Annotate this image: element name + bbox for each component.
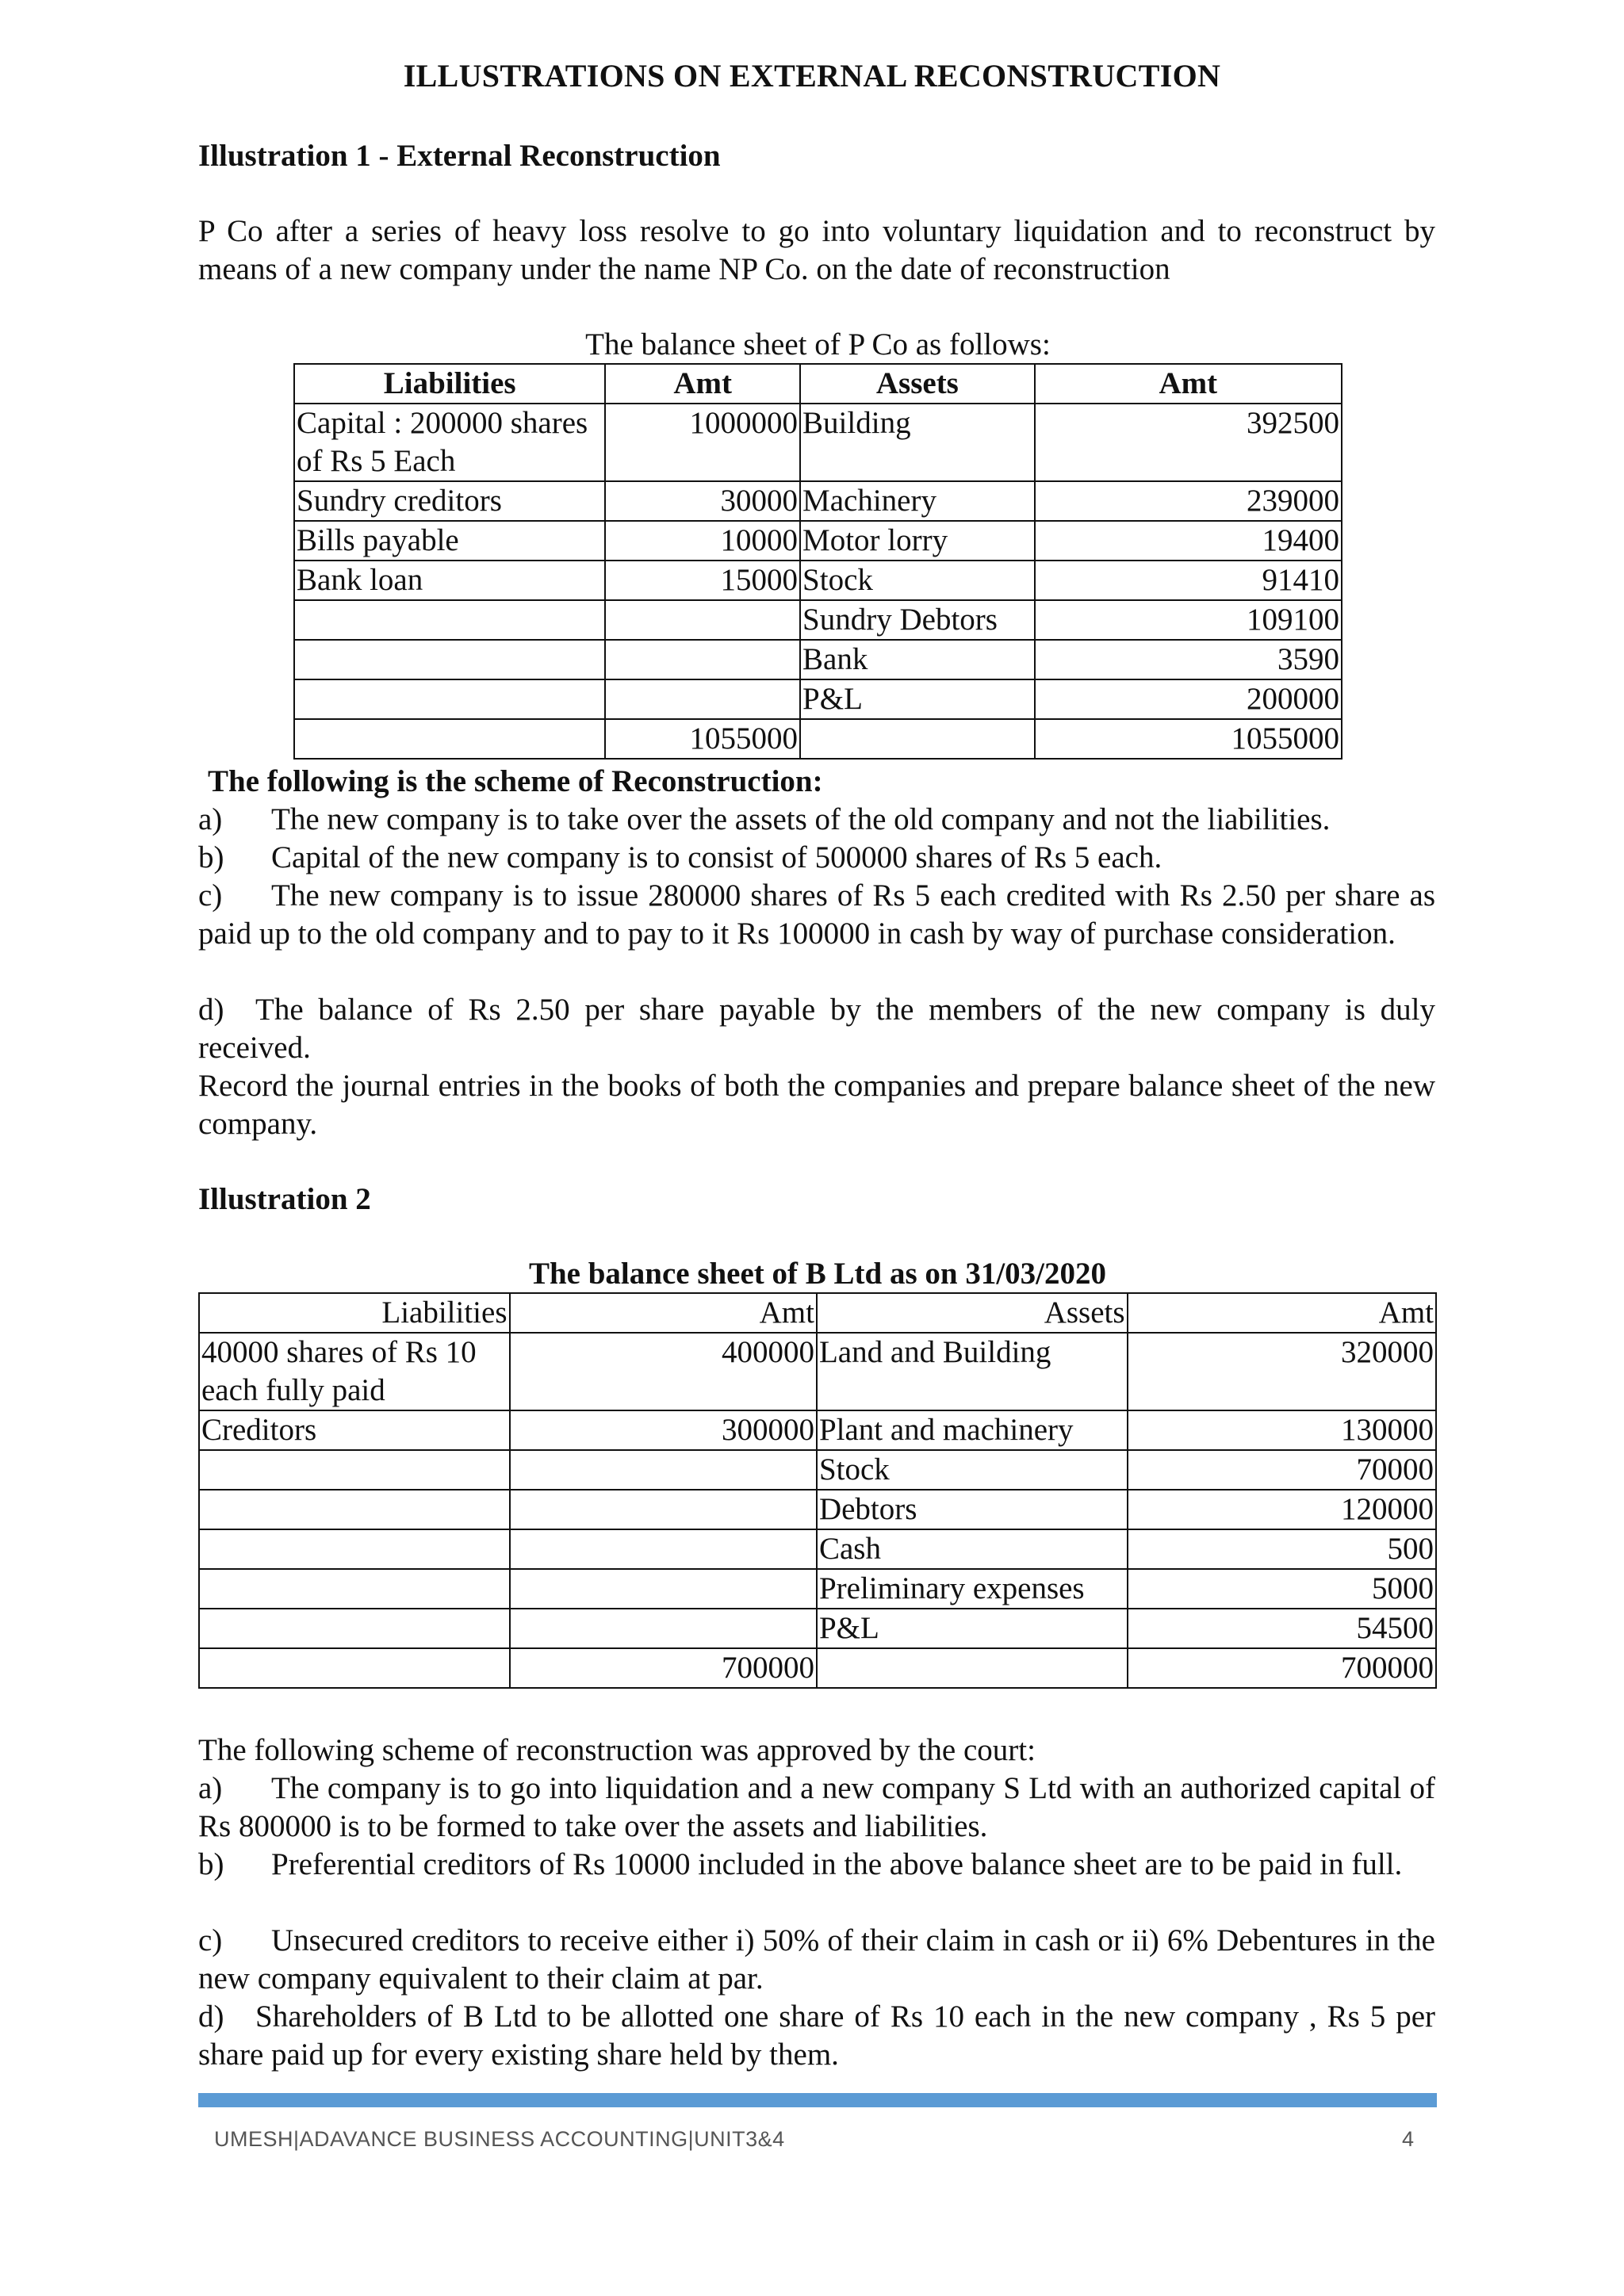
total-liabilities: 1055000 — [605, 719, 800, 759]
table-cell: 91410 — [1035, 561, 1342, 600]
table-row — [294, 404, 1342, 481]
table-row — [294, 600, 1342, 640]
table-cell: 70000 — [1128, 1450, 1436, 1490]
list-text: The new company is to issue 280000 shares of Rs 5 each credited with Rs 2.50 per share as paid up to the old company and to pay to it Rs 100000 in cash by way of purchase consideration. — [198, 878, 1435, 951]
table-cell: 500 — [1128, 1529, 1436, 1569]
list-marker: d) — [198, 1999, 224, 2034]
scheme-item — [198, 1922, 1435, 1998]
list-marker: b) — [198, 1847, 224, 1881]
table-cell: Stock — [800, 561, 1035, 600]
illustration-1-intro: P Co after a series of heavy loss resolve to go into voluntary liquidation and to reconstruct by means of a new company under the name NP Co. on the date of reconstruction — [198, 214, 1435, 286]
balance-sheet-b-ltd — [198, 1292, 1437, 1689]
table-cell: 1000000 — [605, 404, 800, 481]
table-row — [199, 1410, 1436, 1450]
table-cell: 5000 — [1128, 1569, 1436, 1609]
table-cell: 30000 — [605, 481, 800, 521]
table-cell: 54500 — [1128, 1609, 1436, 1648]
table-cell — [817, 1648, 1128, 1688]
balance-sheet-p-co — [293, 363, 1342, 760]
table-cell — [199, 1569, 510, 1609]
illustration-2-table-caption: The balance sheet of B Ltd as on 31/03/2020 — [528, 1257, 1107, 1291]
table-cell — [199, 1450, 510, 1490]
table-cell — [605, 600, 800, 640]
column-header: Amt — [510, 1293, 817, 1333]
column-header: Assets — [800, 364, 1035, 404]
footer-rule — [198, 2093, 1437, 2107]
table-row — [199, 1609, 1436, 1648]
table-cell — [605, 640, 800, 679]
table-cell — [294, 600, 605, 640]
footer-running-title: UMESH|ADAVANCE BUSINESS ACCOUNTING|UNIT3&4 — [214, 2127, 785, 2151]
table-cell: 200000 — [1035, 679, 1342, 719]
table-cell — [510, 1609, 817, 1648]
table-cell — [510, 1490, 817, 1529]
table-cell: 392500 — [1035, 404, 1342, 481]
list-text: Shareholders of B Ltd to be allotted one share of Rs 10 each in the new company , Rs 5 per share paid up for every existing share held by them. — [198, 1999, 1435, 2072]
column-header: Liabilities — [199, 1293, 510, 1333]
table-row — [199, 1490, 1436, 1529]
column-header: Liabilities — [294, 364, 605, 404]
table-cell: 239000 — [1035, 481, 1342, 521]
table-cell: 120000 — [1128, 1490, 1436, 1529]
table-cell: Motor lorry — [800, 521, 1035, 561]
list-marker: b) — [198, 840, 224, 874]
table-header-row — [199, 1293, 1436, 1333]
list-marker: d) — [198, 993, 224, 1027]
list-marker: c) — [198, 878, 223, 913]
table-cell — [294, 719, 605, 759]
table-row — [294, 561, 1342, 600]
illustration-2-heading: Illustration 2 — [198, 1182, 371, 1216]
illustration-1-heading: Illustration 1 - External Reconstruction — [198, 139, 721, 173]
scheme-item — [198, 1998, 1435, 2074]
table-cell: Bank loan — [294, 561, 605, 600]
table-cell — [800, 719, 1035, 759]
table-header-row — [294, 364, 1342, 404]
list-text: The balance of Rs 2.50 per share payable by the members of the new company is duly received. — [198, 993, 1435, 1065]
table-row — [199, 1450, 1436, 1490]
table-row — [199, 1529, 1436, 1569]
table-cell: Machinery — [800, 481, 1035, 521]
column-header: Amt — [1035, 364, 1342, 404]
table-cell: Debtors — [817, 1490, 1128, 1529]
scheme-item — [198, 1846, 1435, 1884]
list-text: Preferential creditors of Rs 10000 included in the above balance sheet are to be paid in full. — [271, 1847, 1403, 1881]
table-cell — [605, 679, 800, 719]
table-total-row — [294, 719, 1342, 759]
table-cell — [199, 1648, 510, 1688]
scheme-item — [198, 801, 1435, 839]
table-cell: Bills payable — [294, 521, 605, 561]
table-cell: Capital : 200000 shares of Rs 5 Each — [294, 404, 605, 481]
scheme-item — [198, 1770, 1435, 1846]
list-marker: a) — [198, 802, 223, 836]
table-cell: P&L — [817, 1609, 1128, 1648]
table-cell — [199, 1490, 510, 1529]
list-marker: c) — [198, 1923, 223, 1957]
table-cell: Land and Building — [817, 1333, 1128, 1410]
table-cell — [510, 1569, 817, 1609]
list-text: The company is to go into liquidation and a new company S Ltd with an authorized capital of Rs 800000 is to be formed to take over the assets and liabilities. — [198, 1771, 1435, 1843]
table-cell: Plant and machinery — [817, 1410, 1128, 1450]
table-cell: 3590 — [1035, 640, 1342, 679]
table-cell: P&L — [800, 679, 1035, 719]
table-cell — [294, 640, 605, 679]
table-cell: 15000 — [605, 561, 800, 600]
table-row — [199, 1569, 1436, 1609]
column-header: Amt — [1128, 1293, 1436, 1333]
table-cell: 19400 — [1035, 521, 1342, 561]
scheme-item — [198, 839, 1435, 877]
illustration-1-table-caption: The balance sheet of P Co as follows: — [585, 327, 1051, 362]
table-cell: Creditors — [199, 1410, 510, 1450]
list-text: The new company is to take over the assets of the old company and not the liabilities. — [271, 802, 1331, 836]
list-marker: a) — [198, 1771, 223, 1805]
table-total-row — [199, 1648, 1436, 1688]
list-text: Unsecured creditors to receive either i) 50% of their claim in cash or ii) 6% Debentures in the new company equivalent to their claim at par. — [198, 1923, 1435, 1996]
page-number: 4 — [1402, 2127, 1415, 2151]
page-title: ILLUSTRATIONS ON EXTERNAL RECONSTRUCTION — [403, 58, 1221, 94]
table-cell — [510, 1450, 817, 1490]
total-assets: 1055000 — [1035, 719, 1342, 759]
table-cell: 320000 — [1128, 1333, 1436, 1410]
table-row — [294, 481, 1342, 521]
table-cell: 300000 — [510, 1410, 817, 1450]
column-header: Assets — [817, 1293, 1128, 1333]
scheme-item — [198, 877, 1435, 953]
table-row — [199, 1333, 1436, 1410]
table-cell: Sundry creditors — [294, 481, 605, 521]
table-row — [294, 521, 1342, 561]
list-text: Capital of the new company is to consist of 500000 shares of Rs 5 each. — [271, 840, 1162, 874]
total-liabilities: 700000 — [510, 1648, 817, 1688]
table-row — [294, 679, 1342, 719]
scheme-heading: The following is the scheme of Reconstruction: — [208, 764, 823, 798]
table-row — [294, 640, 1342, 679]
table-cell: Sundry Debtors — [800, 600, 1035, 640]
table-cell — [510, 1529, 817, 1569]
table-cell — [294, 679, 605, 719]
table-cell: Bank — [800, 640, 1035, 679]
column-header: Amt — [605, 364, 800, 404]
table-cell — [199, 1609, 510, 1648]
table-cell: Preliminary expenses — [817, 1569, 1128, 1609]
table-cell: Stock — [817, 1450, 1128, 1490]
table-cell: 10000 — [605, 521, 800, 561]
table-cell: 400000 — [510, 1333, 817, 1410]
table-cell: 40000 shares of Rs 10 each fully paid — [199, 1333, 510, 1410]
total-assets: 700000 — [1128, 1648, 1436, 1688]
illustration-2-scheme-intro: The following scheme of reconstruction was approved by the court: — [198, 1733, 1036, 1767]
table-cell: Building — [800, 404, 1035, 481]
table-cell — [199, 1529, 510, 1569]
scheme-item — [198, 991, 1435, 1067]
illustration-1-closing: Record the journal entries in the books of both the companies and prepare balance sheet of the new company. — [198, 1069, 1435, 1141]
table-cell: 130000 — [1128, 1410, 1436, 1450]
table-cell: Cash — [817, 1529, 1128, 1569]
table-cell: 109100 — [1035, 600, 1342, 640]
